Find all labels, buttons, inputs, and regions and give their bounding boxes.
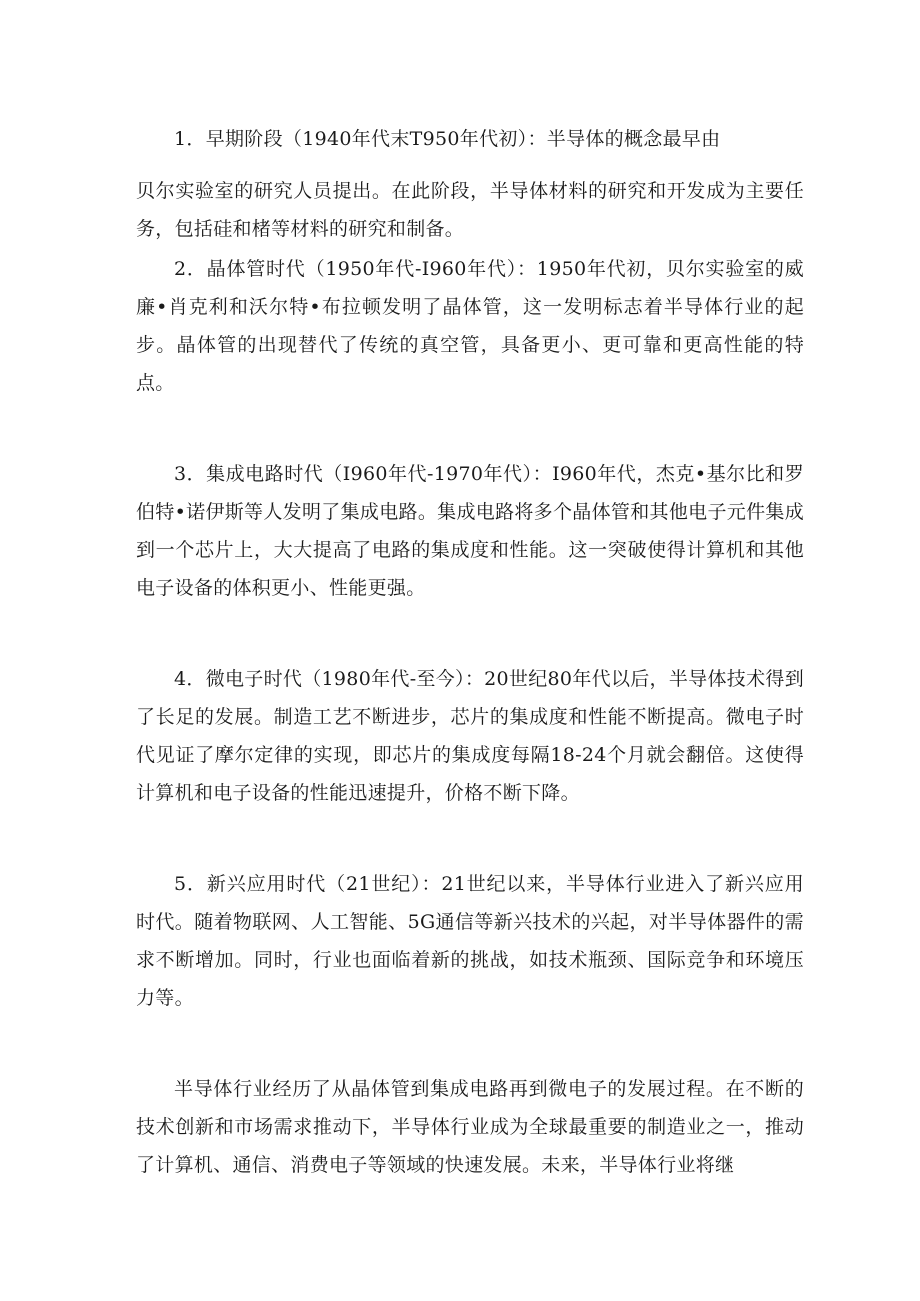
paragraph-1-continuation: 贝尔实验室的研究人员提出。在此阶段，半导体材料的研究和开发成为主要任务，包括硅和楮等材料的研究和制备。 — [136, 180, 804, 240]
paragraph-5: 5．新兴应用时代（21世纪）：21世纪以来，半导体行业进入了新兴应用时代。随着物联网、人工智能、5G通信等新兴技术的兴起，对半导体器件的需求不断增加。同时，行业也面临着新的挑战，如技术瓶颈、国际竞争和环境压力等。 — [136, 873, 804, 1009]
paragraph-2: 2．晶体管时代（1950年代-I960年代）：1950年代初，贝尔实验室的威廉•肖克利和沃尔特•布拉顿发明了晶体管，这一发明标志着半导体行业的起步。晶体管的出现替代了传统的真空管，具备更小、更可靠和更高性能的特点。 — [136, 258, 804, 394]
paragraph-4: 4．微电子时代（1980年代-至今）：20世纪80年代以后，半导体技术得到了长足的发展。制造工艺不断进步，芯片的集成度和性能不断提高。微电子时代见证了摩尔定律的实现，即芯片的集成度每隔18-24个月就会翻倍。这使得计算机和电子设备的性能迅速提升，价格不断下降。 — [136, 668, 804, 804]
paragraph-1-first-line: 1．早期阶段（1940年代末T950年代初）：半导体的概念最早由 — [174, 128, 721, 150]
paragraph-summary: 半导体行业经历了从晶体管到集成电路再到微电子的发展过程。在不断的技术创新和市场需求推动下，半导体行业成为全球最重要的制造业之一，推动了计算机、通信、消费电子等领域的快速发展。未来，半导体行业将继 — [136, 1078, 804, 1176]
paragraph-3: 3．集成电路时代（I960年代-1970年代）：I960年代，杰克•基尔比和罗伯特•诺伊斯等人发明了集成电路。集成电路将多个晶体管和其他电子元件集成到一个芯片上，大大提高了电路的集成度和性能。这一突破使得计算机和其他电子设备的体积更小、性能更强。 — [136, 463, 804, 599]
